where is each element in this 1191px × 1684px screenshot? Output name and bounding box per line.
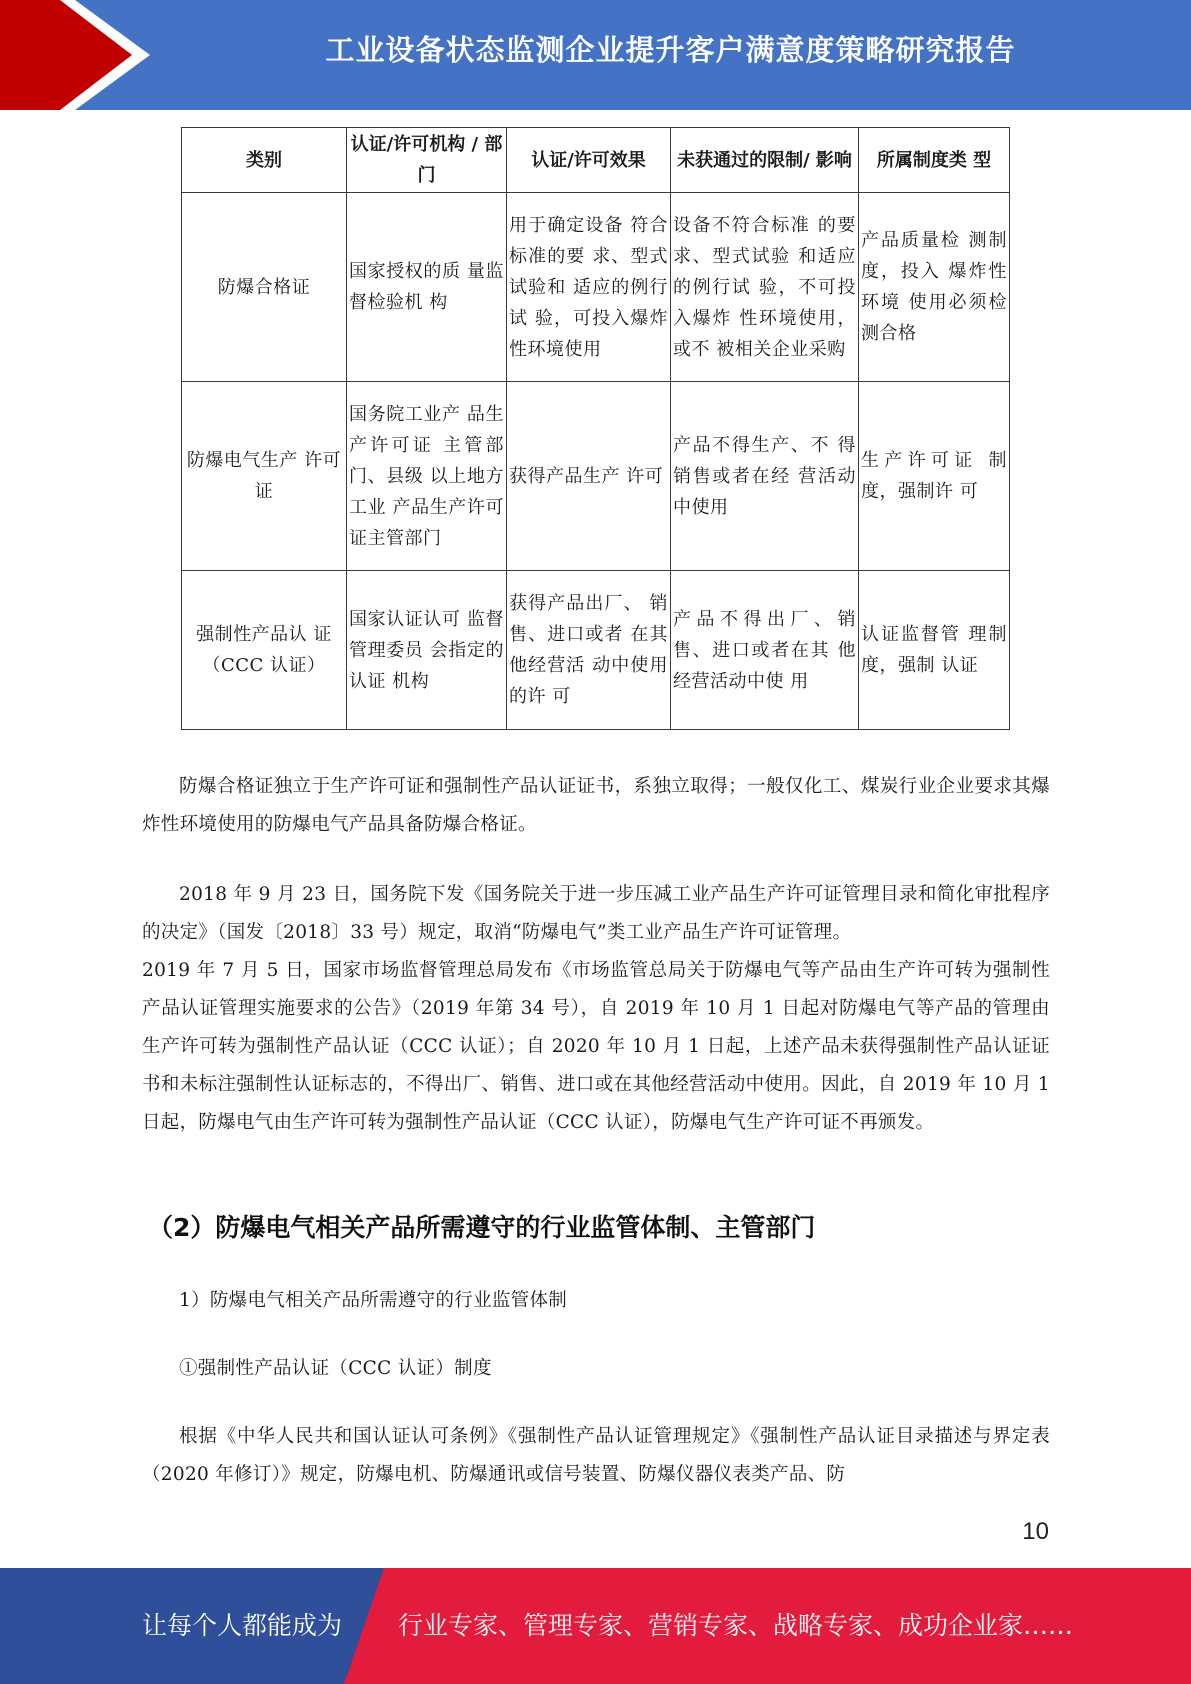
col-header-effect: 认证/许可效果 <box>507 128 671 193</box>
table-header-row <box>182 128 1010 193</box>
cell-effect: 获得产品生产 许可 <box>507 382 671 571</box>
cell-restriction: 产品不得出厂、销 售、进口或者在其 他经营活动中使 用 <box>671 571 859 730</box>
footer-slogan-right: 行业专家、管理专家、营销专家、战略专家、成功企业家…… <box>398 1611 1074 1640</box>
cell-authority: 国家认证认可 监督管理委员 会指定的认证 机构 <box>347 571 507 730</box>
cell-category: 防爆合格证 <box>182 193 347 382</box>
header-arrow-decoration <box>0 0 160 110</box>
certification-table <box>181 127 1010 730</box>
paragraph-2019-announcement: 2019 年 7 月 5 日，国家市场监督管理总局发布《市场监管总局关于防爆电气等产品由生产许可转为强制性产品认证管理实施要求的公告》（2019 年第 34 号），自 2019 年 10 月 1 日起对防爆电气等产品的管理由生产许可转为强制性产品认证（CCC 认证）；自 2020 年 10 月 1 日起，上述产品未获得强制性产品认证证书和未标注强制性认证标志的，不得出厂、销售、进口或在其他经营活动中使用。因此，自 2019 年 10 月 1 日起，防爆电气由生产许可转为强制性产品认证（CCC 认证），防爆电气生产许可证不再颁发。 <box>142 960 1050 1133</box>
section-heading: （2）防爆电气相关产品所需遵守的行业监管体制、主管部门 <box>148 1213 816 1242</box>
table-row <box>182 193 1010 382</box>
footer-slogan-left: 让每个人都能成为 <box>142 1611 343 1640</box>
subheading-regulatory-system: 1）防爆电气相关产品所需遵守的行业监管体制 <box>179 1290 568 1311</box>
cell-authority: 国务院工业产 品生产许可证 主管部门、县级 以上地方工业 产品生产许可 证主管部门 <box>347 382 507 571</box>
table-row <box>182 571 1010 730</box>
cell-authority: 国家授权的质 量监督检验机 构 <box>347 193 507 382</box>
subheading-ccc-system: ①强制性产品认证（CCC 认证）制度 <box>179 1358 492 1379</box>
page-footer <box>0 1568 1191 1684</box>
cell-category: 强制性产品认 证（CCC 认证） <box>182 571 347 730</box>
table-row <box>182 382 1010 571</box>
cell-category: 防爆电气生产 许可证 <box>182 382 347 571</box>
cell-effect: 用于确定设备 符合标准的要 求、型式试验和 适应的例行试 验，可投入爆炸 性环境使用 <box>507 193 671 382</box>
cell-system: 产品质量检 测制度，投入 爆炸性环境 使用必须检 测合格 <box>859 193 1010 382</box>
cell-restriction: 设备不符合标准 的要求、型式试验 和适应的例行试 验，不可投入爆炸 性环境使用，或不 被相关企业采购 <box>671 193 859 382</box>
cell-effect: 获得产品出厂、 销售、进口或者 在其他经营活 动中使用的许 可 <box>507 571 671 730</box>
paragraph-2018-decision: 2018 年 9 月 23 日，国务院下发《国务院关于进一步压减工业产品生产许可证管理目录和简化审批程序的决定》（国发〔2018〕33 号）规定，取消“防爆电气”类工业产品生产许可证管理。 <box>142 884 1050 943</box>
cell-system: 认证监督管 理制度，强制 认证 <box>859 571 1010 730</box>
report-title: 工业设备状态监测企业提升客户满意度策略研究报告 <box>325 33 1016 67</box>
cell-system: 生产许可证 制度，强制许 可 <box>859 382 1010 571</box>
page-header <box>0 0 1191 110</box>
paragraph-ex-certificate: 防爆合格证独立于生产许可证和强制性产品认证证书，系独立取得；一般仅化工、煤炭行业企业要求其爆炸性环境使用的防爆电气产品具备防爆合格证。 <box>142 776 1050 835</box>
col-header-restriction: 未获通过的限制/ 影响 <box>671 128 859 193</box>
paragraph-regulations: 根据《中华人民共和国认证认可条例》《强制性产品认证管理规定》《强制性产品认证目录描述与界定表（2020 年修订）》规定，防爆电机、防爆通讯或信号装置、防爆仪器仪表类产品、防 <box>142 1426 1050 1485</box>
col-header-system: 所属制度类 型 <box>859 128 1010 193</box>
col-header-authority: 认证/许可机构 / 部门 <box>347 128 507 193</box>
col-header-category: 类别 <box>182 128 347 193</box>
page-number: 10 <box>1022 1518 1049 1545</box>
cell-restriction: 产品不得生产、不 得销售或者在经 营活动中使用 <box>671 382 859 571</box>
